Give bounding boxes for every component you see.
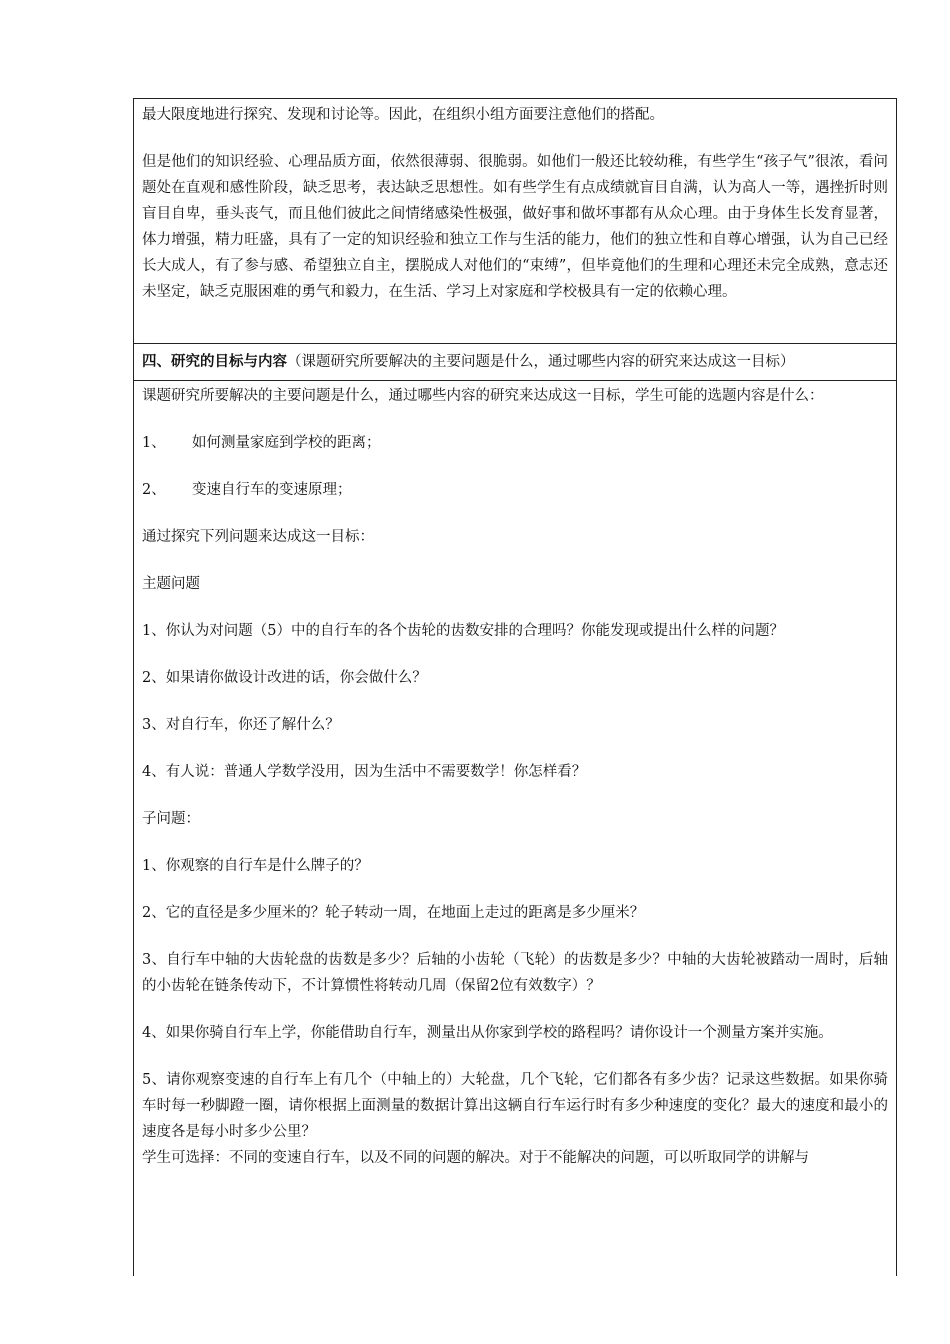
topic-item — [142, 477, 888, 503]
section-title: 四、研究的目标与内容 — [142, 353, 287, 370]
goal-line: 通过探究下列问题来达成这一目标： — [142, 529, 374, 545]
topic-item — [142, 430, 888, 456]
topic-number: 2、 — [142, 482, 166, 498]
intro-paragraph: 课题研究所要解决的主要问题是什么，通过哪些内容的研究来达成这一目标，学生可能的选题内容是什么： — [142, 388, 824, 404]
closing-paragraph: 学生可选择：不同的变速自行车，以及不同的问题的解决。对于不能解决的问题，可以听取同学的讲解与 — [142, 1150, 809, 1166]
section-4-header — [134, 343, 896, 381]
sub-question: 3、自行车中轴的大齿轮盘的齿数是多少？后轴的小齿轮（飞轮）的齿数是多少？中轴的大齿轮被踏动一周时，后轴的小齿轮在链条传动下，不计算惯性将转动几周（保留2位有效数字）？ — [142, 952, 888, 994]
topic-text: 变速自行车的变速原理； — [192, 482, 352, 498]
paragraph: 最大限度地进行探究、发现和讨论等。因此，在组织小组方面要注意他们的搭配。 — [142, 107, 664, 123]
paragraph: 但是他们的知识经验、心理品质方面，依然很薄弱、很脆弱。如他们一般还比较幼稚，有些学生“孩子气”很浓，看问题处在直观和感性阶段，缺乏思考，表达缺乏思想性。如有些学生有点成绩就盲目自满，认为高人一等，遇挫折时则盲目自卑，垂头丧气，而且他们彼此之间情绪感染性极强，做好事和做坏事都有从众心理。由于身体生长发育显著，体力增强，精力旺盛，具有了一定的知识经验和独立工作与生活的能力，他们的独立性和自尊心增强，认为自己已经长大成人，有了参与感、希望独立自主，摆脱成人对他们的“束缚”，但毕竟他们的生理和心理还未完全成熟，意志还未坚定，缺乏克服困难的勇气和毅力，在生活、学习上对家庭和学校极具有一定的依赖心理。 — [142, 154, 888, 300]
main-question: 1、你认为对问题（5）中的自行车的各个齿轮的齿数安排的合理吗？你能发现或提出什么样的问题？ — [142, 623, 784, 639]
main-question: 2、如果请你做设计改进的话，你会做什么？ — [142, 670, 427, 686]
document-table — [133, 98, 897, 1276]
topic-text: 如何测量家庭到学校的距离； — [192, 435, 381, 451]
student-analysis-cell — [134, 98, 896, 343]
main-question: 3、对自行车，你还了解什么？ — [142, 717, 340, 733]
sub-question: 1、你观察的自行车是什么牌子的？ — [142, 858, 369, 874]
sub-question: 4、如果你骑自行车上学，你能借助自行车，测量出从你家到学校的路程吗？请你设计一个测量方案并实施。 — [142, 1025, 833, 1041]
main-question: 4、有人说：普通人学数学没用，因为生活中不需要数学！你怎样看？ — [142, 764, 587, 780]
sub-questions-heading: 子问题： — [142, 811, 200, 827]
section-note: （课题研究所要解决的主要问题是什么，通过哪些内容的研究来达成这一目标） — [287, 354, 795, 370]
sub-question: 5、请你观察变速的自行车上有几个（中轴上的）大轮盘，几个飞轮，它们都各有多少齿？记录这些数据。如果你骑车时每一秒脚蹬一圈，请你根据上面测量的数据计算出这辆自行车运行时有多少种速度的变化？最大的速度和最小的速度各是每小时多少公里？ — [142, 1072, 888, 1140]
section-4-content — [134, 381, 896, 1276]
sub-question: 2、它的直径是多少厘米的？轮子转动一周，在地面上走过的距离是多少厘米？ — [142, 905, 645, 921]
topic-number: 1、 — [142, 435, 166, 451]
main-questions-heading: 主题问题 — [142, 576, 200, 592]
